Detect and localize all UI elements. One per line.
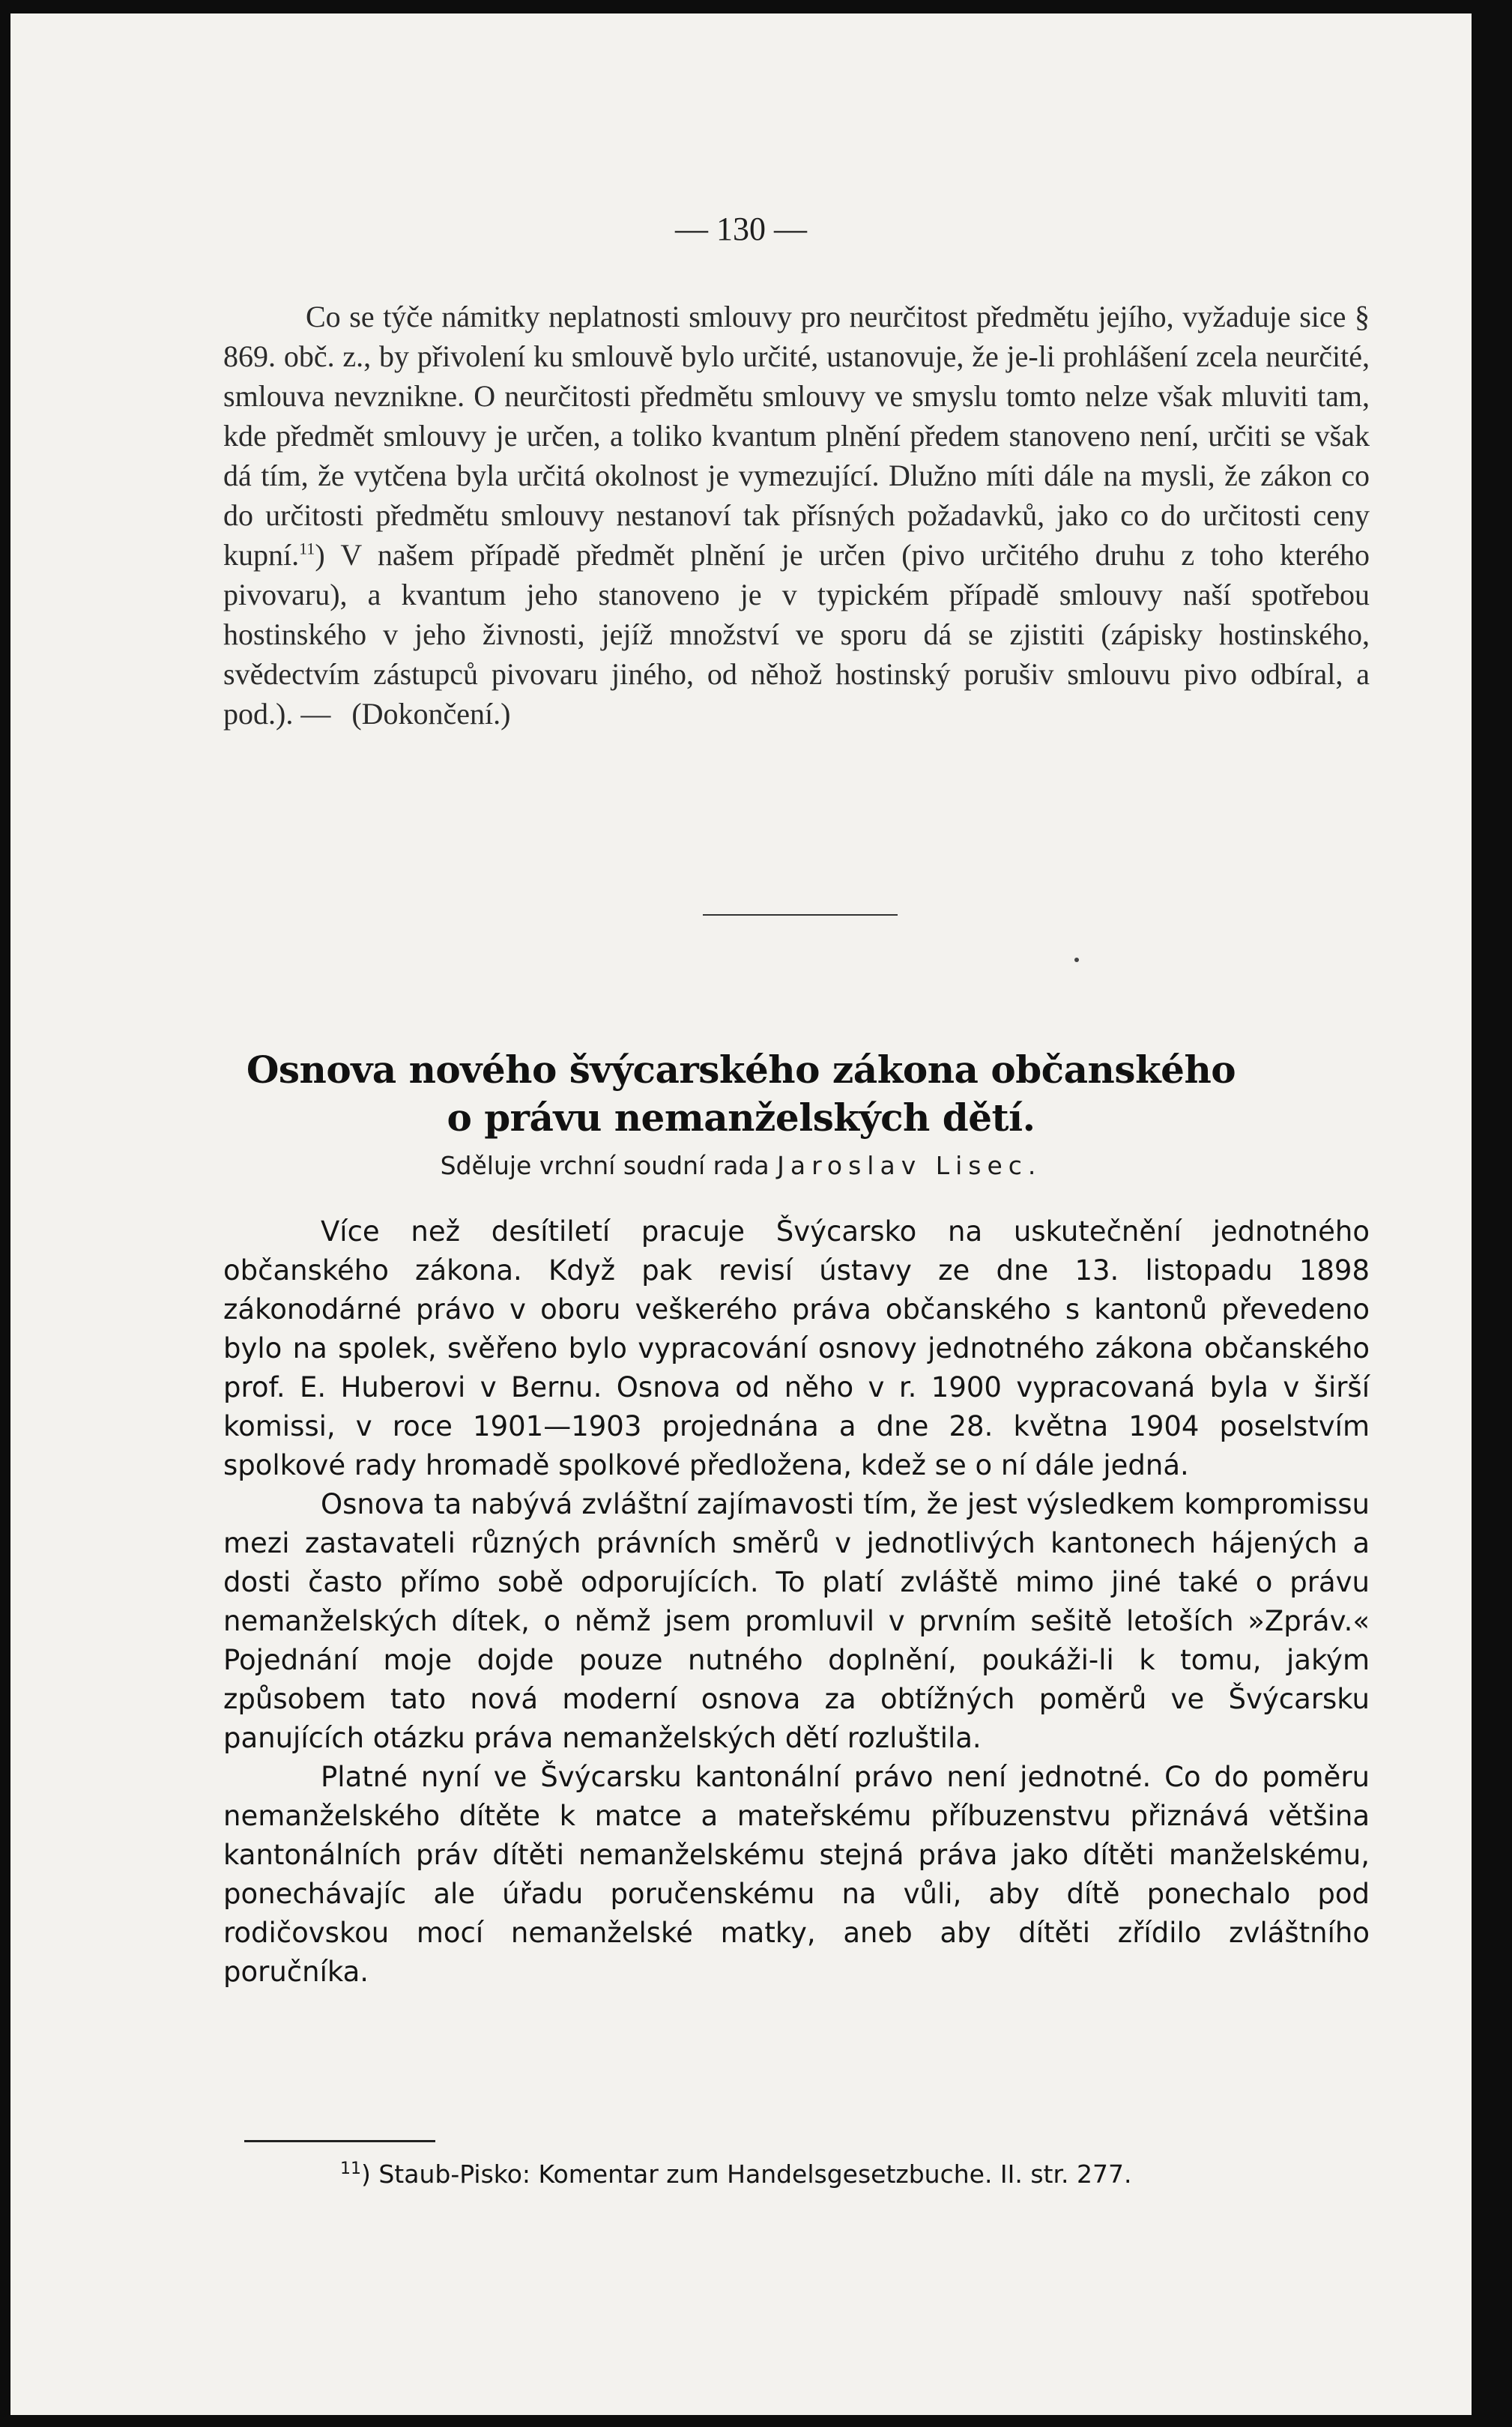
footnote-marker: 11 [340,2159,361,2178]
article-body [223,1212,1370,1992]
previous-article-paragraph [223,297,1370,734]
byline-author: Jaroslav Lisec. [777,1151,1042,1180]
footnote-reference: 11 [299,539,315,558]
article-paragraph-2: Osnova ta nabývá zvláštní zajímavosti tím, že jest výsledkem kompromissu mezi zastavateli různých právních směrů v jednotlivých kantonech hájených a dosti často přímo sobě odporujících. To platí zvláště mimo jiné také o právu nemanželských dítek, o němž jsem promluvil v prvním sešitě letoších »Zpráv.« Pojednání moje dojde pouze nutného doplnění, poukáži-li k tomu, jakým způsobem tato nová moderní osnova za obtížných poměrů ve Švýcarsku panujících otázku práva nemanželských dětí rozluštila. [223,1488,1370,1754]
article-paragraph-3: Platné nyní ve Švýcarsku kantonální právo není jednotné. Co do poměru nemanželského dítěte k matce a mateřskému příbuzenstvu přiznává většina kantonálních práv dítěti nemanželskému stejná práva jako dítěti manželskému, ponechávajíc ale úřadu poručenskému na vůli, aby dítě ponechalo pod rodičovskou mocí nemanželské matky, aneb aby dítěti zřídilo zvláštního poručníka. [223,1761,1370,1988]
previous-article-paragraph-part1: Co se týče námitky neplatnosti smlouvy pro neurčitost předmětu jejího, vyžaduje sice § 869. obč. z., by přivolení ku smlouvě bylo určité, ustanovuje, že je-li prohlášení zcela neurčité, smlouva nevznikne. O neurčitosti předmětu smlouvy ve smyslu tomto nelze však mluviti tam, kde předmět smlouvy je určen, a toliko kvantum plnění předem stanoveno není, určiti se však dá tím, že vytčena byla určitá okolnost je vymezující. Dlužno míti dále na mysli, že zákon co do určitosti předmětu smlouvy nestanoví tak přísných požadavků, jako co do určitosti ceny kupní. [223,300,1370,572]
section-separator-rule [703,914,898,916]
footnote [340,2158,1374,2191]
concluded-note: (Dokončení.) [351,697,511,731]
article-byline [10,1151,1472,1180]
document-page [10,13,1472,2415]
article-title-line1: Osnova nového švýcarského zákona občanského [246,1048,1236,1092]
previous-article-paragraph-part2: ) V našem případě předmět plnění je určen (pivo určitého druhu z toho kterého pivovaru), a kvantum jeho stanoveno je v typickém případě smlouvy naší spotřebou hostinského v jeho živnosti, jejíž množství ve sporu dá se zjistiti (zápisky hostinského, svědectvím zástupců pivovaru jiného, od něhož hostinský porušiv smlouvu pivo odbíral, a pod.). — [223,538,1370,731]
previous-article-text [223,297,1370,734]
article-paragraph-1: Více než desítiletí pracuje Švýcarsko na uskutečnění jednotného občanského zákona. Když pak revisí ústavy ze dne 13. listopadu 1898 zákonodárné právo v oboru veškerého práva občanského s kantonů převedeno bylo na spolek, svěřeno bylo vypracování osnovy jednotného zákona občanského prof. E. Huberovi v Bernu. Osnova od něho v r. 1900 vypracovaná byla v širší komissi, v roce 1901—1903 projednána a dne 28. května 1904 poselstvím spolkové rady hromadě spolkové předložena, kdež se o ní dále jedná. [223,1215,1370,1481]
footnote-rule [244,2140,435,2142]
footnote-text: ) Staub-Pisko: Komentar zum Handelsgesetzbuche. II. str. 277. [361,2159,1132,2189]
page-number: — 130 — [675,211,807,247]
print-speck [1074,958,1079,962]
byline-prefix: Sděluje vrchní soudní rada [440,1151,769,1180]
article-title-line2: o právu nemanželských dětí. [447,1095,1035,1140]
article-title [10,1046,1472,1142]
